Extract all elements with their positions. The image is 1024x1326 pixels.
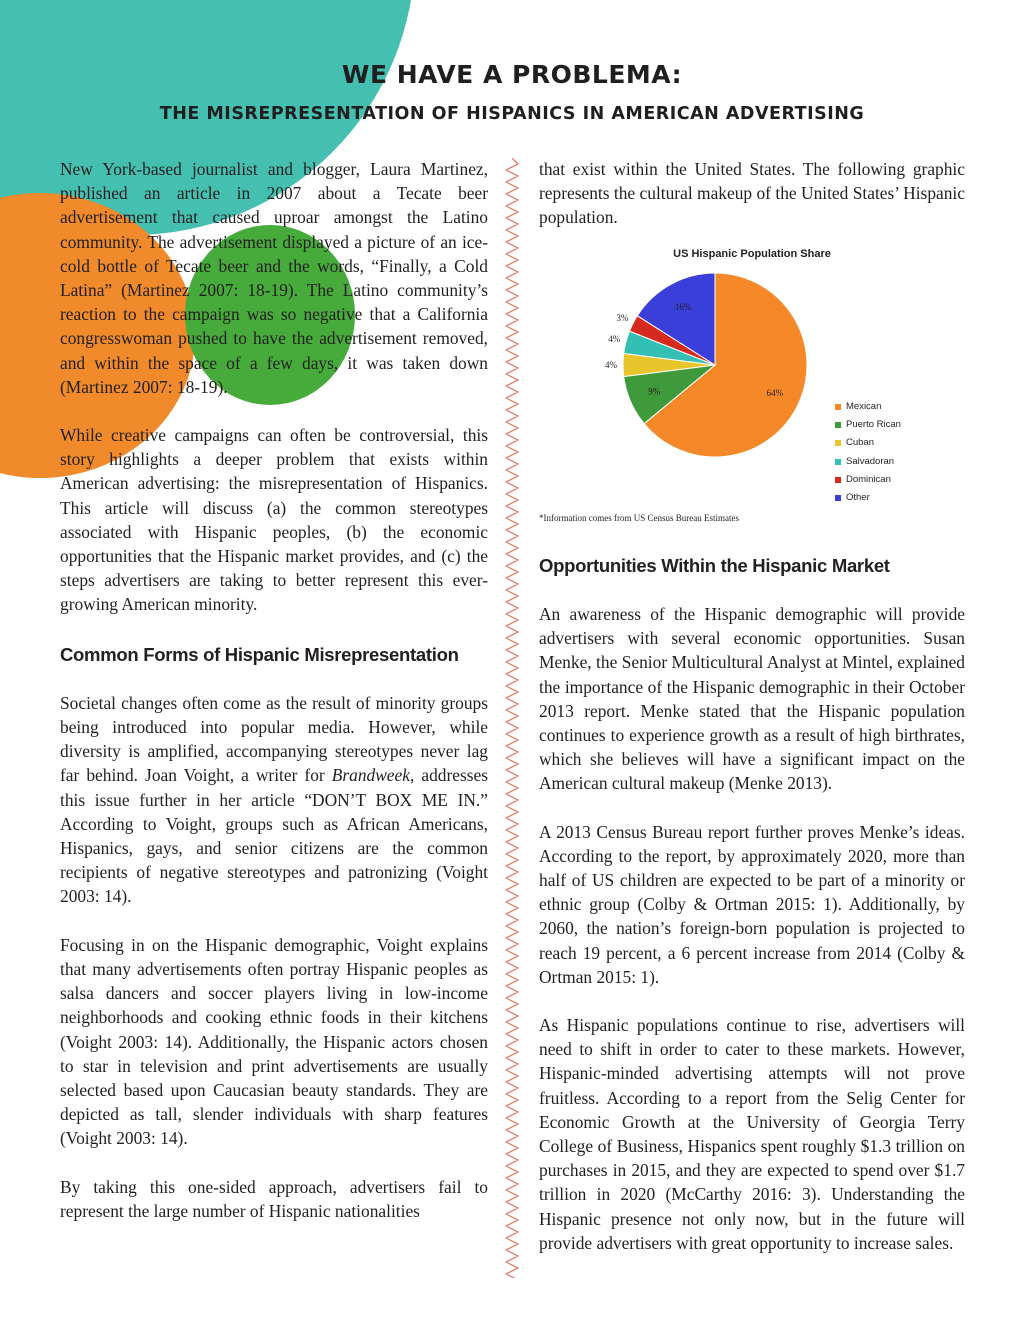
pie-label-cuban: 4% [605, 359, 617, 370]
intro-paragraph: New York-based journalist and blogger, Laura Martinez, published an article in 2007 about a Tecate beer advertisement that caused uproar amongst the Latino community. The advertisement displayed a picture of an ice-cold bottle of Tecate beer and the words, “Finally, a Cold Latina” (Martinez 2007: 18-19). The Latino community’s reaction to the campaign was so negative that a California congresswoman pushed to have the advertisement removed, and within the space of a few days, it was taken down (Martinez 2007: 18-19). [60, 159, 488, 397]
legend-swatch [835, 422, 841, 428]
legend-swatch [835, 495, 841, 501]
publication-name: Brandweek [331, 765, 410, 786]
closing-paragraph: By taking this one-sided approach, advertisers fail to represent the large number of Hispanic nationalities [60, 1176, 488, 1221]
legend-label: Other [846, 492, 870, 504]
legend-label: Dominican [846, 473, 891, 485]
pie-label-dominican: 3% [616, 312, 629, 323]
zigzag-divider [503, 158, 521, 1278]
legend-label: Puerto Rican [846, 418, 901, 430]
legend-swatch [835, 459, 841, 465]
awareness-paragraph: An awareness of the Hispanic demographic will provide advertisers with several economic opportunities. Susan Menke, the Senior Multicultural Analyst at Mintel, explained the importance of the Hispanic demographic in their October 2013 report. Menke stated that the Hispanic population continues to experience growth as a result of high birthrates, which she believes will have a significant impact on the American cultural makeup (Menke 2013). [539, 604, 965, 794]
right-column [539, 157, 965, 1279]
section-heading-misrepresentation: Common Forms of Hispanic Misrepresentation [60, 643, 459, 665]
section-heading-opportunities: Opportunities Within the Hispanic Market [539, 554, 890, 576]
pie-label-other: 16% [674, 301, 692, 312]
legend-label: Cuban [846, 437, 874, 449]
pie-label-salvadoran: 4% [608, 333, 621, 344]
societal-changes-paragraph: Societal changes often come as the result of minority groups being introduced into popular media. However, while diversity is amplified, accompanying stereotypes never lag far behind. Joan Voight, a writer for Brandweek, addresses this issue further in her article “DON’T BOX ME IN.” According to Voight, groups such as African Americans, Hispanics, gays, and senior citizens are the common recipients of negative stereotypes and patronizing (Voight 2003: 14). [60, 692, 488, 907]
pie-label-mexican: 64% [766, 387, 784, 398]
overview-paragraph: While creative campaigns can often be controversial, this story highlights a deeper problem that exists within American advertising: the misrepresentation of Hispanics. This article will discuss (a) the common stereotypes associated with Hispanic peoples, (b) the economic opportunities that the Hispanic market provides, and (c) the steps advertisers are taking to better represent this ever-growing American minority. [60, 425, 488, 615]
legend-swatch [835, 477, 841, 483]
pie-label-puerto-rican: 9% [648, 385, 661, 396]
left-column [60, 157, 488, 1247]
chart-footnote: *Information comes from US Census Bureau Estimates [539, 512, 739, 523]
legend-label: Mexican [846, 400, 882, 412]
chart-title: US Hispanic Population Share [673, 247, 831, 260]
legend-label: Salvadoran [846, 455, 895, 467]
stereotypes-paragraph: Focusing in on the Hispanic demographic, Voight explains that many advertisements often portray Hispanic peoples as salsa dancers and soccer players living in low-income neighborhoods and cooking ethnic foods in their kitchens (Voight 2003: 14). Additionally, the Hispanic actors chosen to star in television and print advertisements are usually selected based upon Caucasian beauty standards. They are depicted as tall, slender individuals with sharp features (Voight 2003: 14). [60, 934, 488, 1149]
page-title: WE HAVE A PROBLEMA: [341, 60, 683, 89]
pie-chart [539, 236, 965, 506]
page-subtitle: THE MISREPRESENTATION OF HISPANICS IN AMERICAN ADVERTISING [159, 104, 865, 124]
spending-paragraph: As Hispanic populations continue to rise, advertisers will need to shift in order to cater to these markets. However, Hispanic-minded advertising attempts will not prove fruitless. According to a report from the Selig Center for Economic Growth at the University of Georgia Terry College of Business, Hispanics spent roughly $1.3 trillion on purchases in 2015, and they are expected to spend over $1.7 trillion in 2020 (McCarthy 2016: 3). Understanding the Hispanic presence not only now, but in the future will provide advertisers with great opportunity to increase sales. [539, 1015, 965, 1253]
legend-swatch [835, 404, 841, 410]
pie-chart-canvas [539, 236, 965, 506]
census-paragraph: A 2013 Census Bureau report further proves Menke’s ideas. According to the report, by approximately 2020, more than half of US children are expected to be part of a minority or ethnic group (Colby & Ortman 2015: 1). Additionally, by 2060, the nation’s foreign-born population is projected to reach 19 percent, a 6 percent increase from 2014 (Colby & Ortman 2015: 1). [539, 821, 965, 987]
chart-legend [835, 398, 901, 508]
graphic-intro-paragraph: that exist within the United States. The following graphic represents the cultural makeup of the United States’ Hispanic population. [539, 159, 965, 228]
legend-swatch [835, 440, 841, 446]
legend-item-other [835, 489, 901, 507]
